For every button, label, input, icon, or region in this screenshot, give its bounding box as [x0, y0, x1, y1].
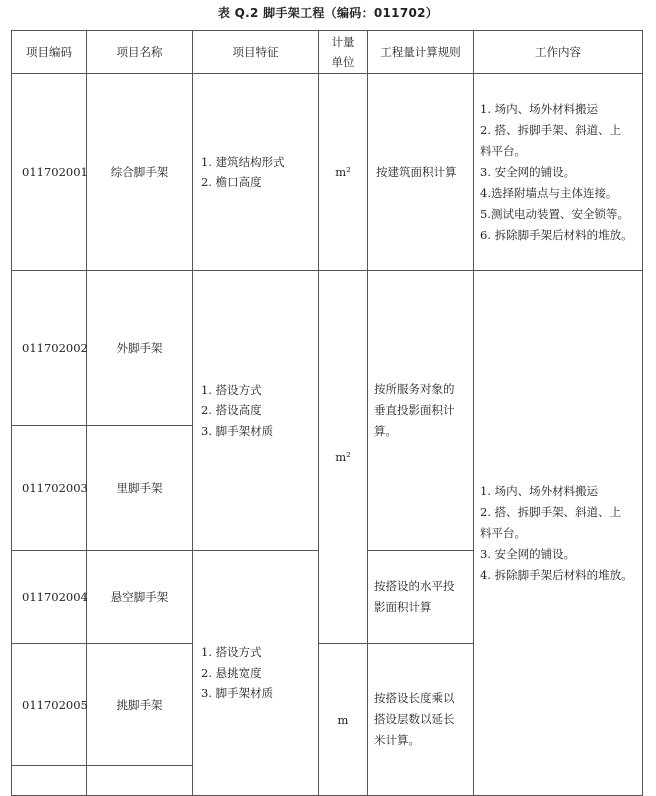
item-code: 011702001	[12, 74, 87, 271]
empty-cell	[12, 766, 87, 796]
feature-line: 2. 搭设高度	[201, 403, 262, 418]
work-line: 6. 拆除脚手架后材料的堆放。	[480, 227, 633, 242]
work-line: 3. 安全网的铺设。	[480, 164, 576, 179]
item-features	[193, 74, 319, 271]
rule-line: 米计算。	[374, 733, 420, 747]
feature-line: 1. 建筑结构形式	[201, 154, 285, 169]
header-rule: 工程量计算规则	[368, 31, 474, 74]
feature-line: 3. 脚手架材质	[201, 686, 274, 701]
work-line: 4. 拆除脚手架后材料的堆放。	[480, 567, 633, 582]
item-rule	[368, 644, 474, 796]
work-line: 2. 搭、拆脚手架、斜道、上	[480, 122, 622, 137]
rule-line: 算。	[374, 424, 397, 438]
item-unit: m	[319, 644, 368, 796]
table-row	[12, 74, 643, 271]
header-row	[12, 31, 643, 74]
feature-line: 1. 搭设方式	[201, 382, 262, 397]
header-code: 项目编码	[12, 31, 87, 74]
item-code: 011702004	[12, 551, 87, 644]
work-line: 1. 场内、场外材料搬运	[480, 101, 599, 116]
work-line: 5.测试电动装置、安全锁等。	[480, 206, 629, 221]
table-row	[12, 271, 643, 426]
header-name: 项目名称	[87, 31, 193, 74]
header-work: 工作内容	[474, 31, 643, 74]
work-line: 1. 场内、场外材料搬运	[480, 483, 599, 498]
rule-line: 垂直投影面积计	[374, 403, 455, 417]
feature-line: 2. 悬挑宽度	[201, 665, 262, 680]
work-line: 4.选择附墙点与主体连接。	[480, 185, 618, 200]
item-features	[193, 271, 319, 551]
item-work	[474, 271, 643, 796]
item-features	[193, 551, 319, 796]
item-name: 里脚手架	[87, 426, 193, 551]
item-unit: m²	[319, 271, 368, 644]
work-line: 料平台。	[480, 525, 526, 540]
work-line: 3. 安全网的铺设。	[480, 546, 576, 561]
rule-line: 按搭设的水平投	[374, 579, 455, 593]
feature-line: 3. 脚手架材质	[201, 423, 274, 438]
item-name: 挑脚手架	[87, 644, 193, 766]
rule-line: 按所服务对象的	[374, 382, 455, 396]
item-rule	[368, 271, 474, 551]
header-unit-line: 单位	[331, 55, 355, 69]
rule-line: 搭设层数以延长	[374, 712, 455, 726]
rule-text: 按建筑面积计算	[376, 164, 457, 179]
empty-cell	[87, 766, 193, 796]
feature-line: 1. 搭设方式	[201, 645, 262, 660]
table-title: 表 Q.2 脚手架工程（编码：011702）	[217, 6, 439, 20]
header-unit	[319, 31, 368, 74]
item-name: 悬空脚手架	[87, 551, 193, 644]
work-line: 料平台。	[480, 143, 526, 158]
item-work	[474, 74, 643, 271]
work-line: 2. 搭、拆脚手架、斜道、上	[480, 504, 622, 519]
feature-line: 2. 檐口高度	[201, 175, 262, 189]
item-name: 综合脚手架	[87, 74, 193, 271]
rule-line: 影面积计算	[374, 600, 432, 614]
item-rule	[368, 551, 474, 644]
scaffolding-table	[11, 30, 643, 796]
header-features: 项目特征	[193, 31, 319, 74]
header-unit-line: 计量	[331, 35, 355, 49]
item-name: 外脚手架	[87, 271, 193, 426]
item-rule	[368, 74, 474, 271]
item-unit: m²	[319, 74, 368, 271]
item-code: 011702002	[12, 271, 87, 426]
item-code: 011702003	[12, 426, 87, 551]
item-code: 011702005	[12, 644, 87, 766]
rule-line: 按搭设长度乘以	[374, 691, 455, 705]
